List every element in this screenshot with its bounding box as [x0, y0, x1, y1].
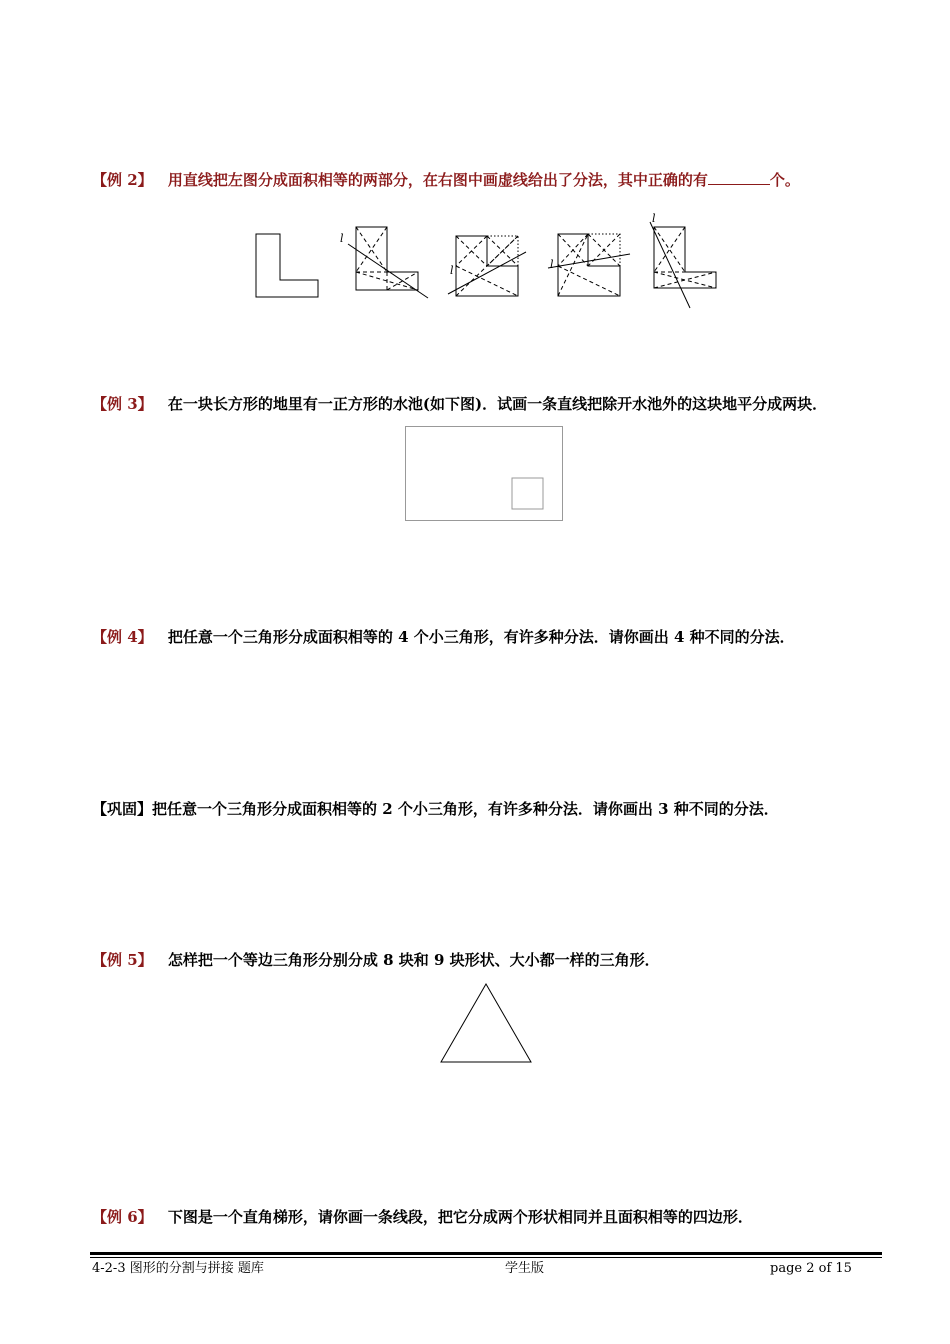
l-shape-option-3: [548, 234, 630, 296]
problem-ex6: [92, 1207, 890, 1227]
problem-text: 怎样把一个等边三角形分别分成 8 块和 9 块形状、大小都一样的三角形．: [167, 951, 660, 969]
footer-left: 4-2-3 图形的分割与拼接 题库: [92, 1261, 264, 1276]
problem-tag: 【例 3】: [92, 395, 153, 413]
problem-ex2: [92, 170, 890, 190]
line-label: l: [340, 232, 344, 245]
field-rectangle: [406, 427, 563, 521]
problem-ex4: [92, 627, 890, 647]
problem-text: 下图是一个直角梯形，请你画一条线段，把它分成两个形状相同并且面积相等的四边形．: [167, 1208, 753, 1226]
problem-tag: 【例 4】: [92, 628, 153, 646]
footer-center: 学生版: [505, 1261, 545, 1276]
problem-ex3: [92, 394, 890, 414]
l-shape-option-1: [348, 227, 428, 298]
l-shape-option-4: [650, 222, 716, 308]
problem-text: 在一块长方形的地里有一正方形的水池(如下图)．试画一条直线把除开水池外的这块地平分成两块．: [167, 395, 828, 413]
l-shape-original: [256, 234, 318, 297]
square-pool: [512, 478, 543, 509]
equilateral-triangle-figure: [438, 982, 534, 1066]
rectangle-with-pool-figure: [404, 425, 566, 523]
problem-tag: 【巩固】: [92, 800, 153, 818]
problem-tag: 【例 2】: [92, 171, 153, 189]
problem-tag: 【例 6】: [92, 1208, 153, 1226]
answer-blank: [708, 170, 770, 185]
problem-text: 用直线把左图分成面积相等的两部分，在右图中画虚线给出了分法，其中正确的有: [167, 171, 708, 189]
l-shape-option-2: [448, 236, 526, 296]
line-label: l: [450, 264, 454, 277]
problem-text-end: 个。: [769, 171, 800, 189]
problem-text: 把任意一个三角形分成面积相等的 2 个小三角形，有许多种分法．请你画出 3 种不同的分法．: [152, 800, 779, 818]
problem-consolidate: [92, 799, 890, 819]
l-shape-figures: [250, 210, 730, 310]
line-label: l: [550, 258, 554, 271]
footer-page-number: page 2 of 15: [770, 1261, 852, 1276]
footer-divider: [90, 1252, 882, 1255]
problem-ex5: [92, 950, 890, 970]
footer-divider-thin: [90, 1257, 882, 1258]
problem-tag: 【例 5】: [92, 951, 153, 969]
line-label: l: [652, 212, 656, 225]
problem-text: 把任意一个三角形分成面积相等的 4 个小三角形，有许多种分法．请你画出 4 种不同的分法．: [167, 628, 795, 646]
